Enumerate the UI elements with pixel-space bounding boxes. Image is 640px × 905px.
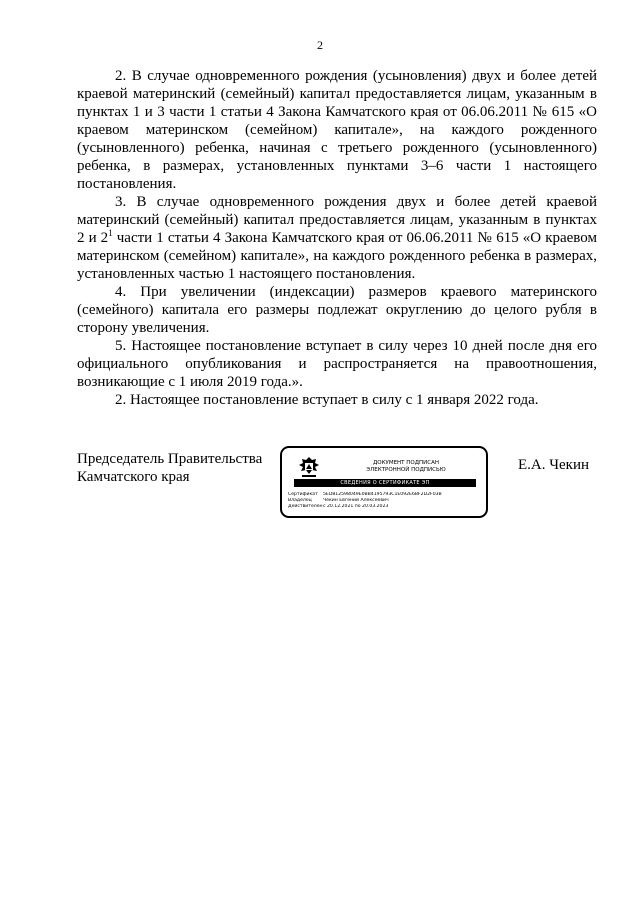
paragraph-5: 5. Настоящее постановление вступает в силу через 10 дней после дня его официального опубликования и распространяется на правоотношения, возникающие с 1 июля 2019 года.». [77, 338, 597, 390]
signer-title: Председатель Правительства Камчатского края [77, 451, 263, 485]
stamp-heading-line2: ЭЛЕКТРОННОЙ ПОДПИСЬЮ [366, 467, 446, 473]
paragraph-3-part1: 3. В случае одновременного рождения двух и более детей краевой материнский (семейный) капитал предоставляется лицам, указанным в пунктах 2 и 2 [77, 194, 597, 246]
superscript-1: 1 [108, 228, 113, 238]
paragraph-3 [77, 193, 597, 283]
stamp-valid-value: с 20.12.2021 по 20.03.2023 [323, 504, 389, 509]
stamp-heading-line1: ДОКУМЕНТ ПОДПИСАН [372, 460, 440, 466]
paragraph-2: 2. В случае одновременного рождения (усыновления) двух и более детей краевой материнский (семейный) капитал предоставляется лицам, указанным в пунктах 1 и 3 части 1 статьи 4 Закона Камчатского края от 06.06.2011 № 615 «О краевом материнском (семейном) капитале», на каждого рожденного (усыновленного) ребенка, начиная с третьего рожденного (усыновленного) ребенка, в размерах, установленных пунктами 3–6 части 1 настоящего постановления. [77, 68, 597, 192]
signer-name: Е.А. Чекин [518, 457, 589, 473]
stamp-validity-row [288, 504, 480, 510]
stamp-certificate-bar: СВЕДЕНИЯ О СЕРТИФИКАТЕ ЭП [294, 479, 476, 487]
paragraph-4: 4. При увеличении (индексации) размеров краевого материнского (семейного) капитала его размеры подлежат округлению до целого рубля в сторону увеличения. [77, 284, 597, 336]
paragraph-effective-date: 2. Настоящее постановление вступает в силу с 1 января 2022 года. [115, 392, 539, 408]
stamp-owner-label: Владелец [288, 498, 312, 503]
page-number: 2 [317, 38, 323, 52]
document-body [77, 67, 597, 409]
stamp-cert-value: 5ED812598049E0BB4195793C1E092E6BF2D2F03B [323, 492, 442, 497]
stamp-heading [338, 460, 474, 474]
stamp-cert-label: Сертификат [288, 492, 318, 497]
electronic-signature-stamp [280, 446, 488, 518]
stamp-valid-label: Действителен [288, 504, 323, 509]
paragraph-3-part2: части 1 статьи 4 Закона Камчатского края от 06.06.2011 № 615 «О краевом материнском (семейном) капитале», на каждого рожденного ребенка в размерах, установленных частью 1 настоящего постановления. [77, 230, 597, 282]
stamp-owner-value: Чекин Евгений Алексеевич [323, 498, 389, 503]
